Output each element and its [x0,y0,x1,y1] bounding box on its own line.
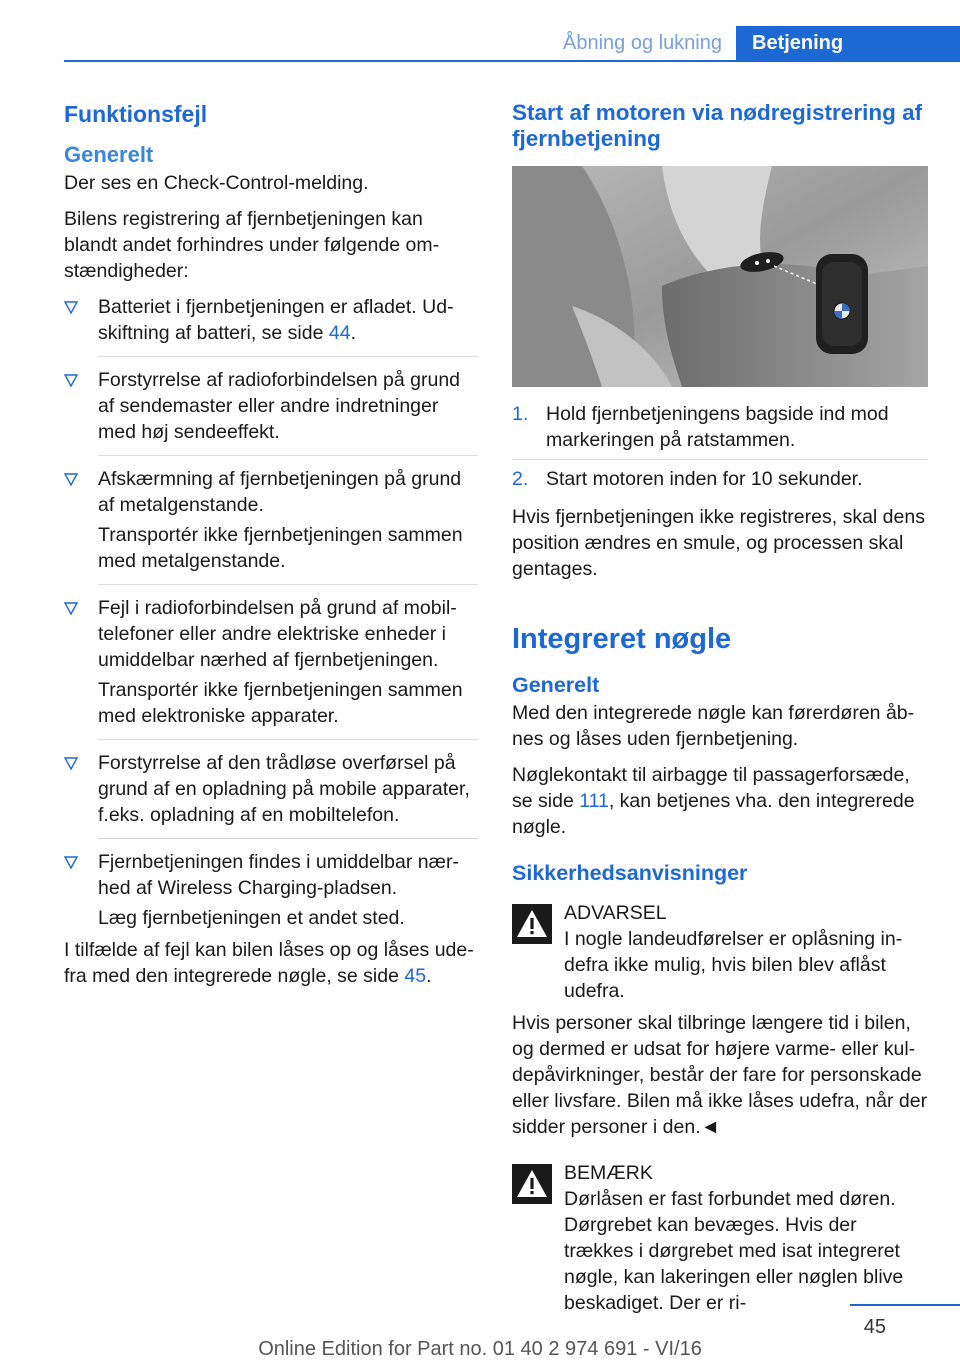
page-header [0,0,960,62]
caution-text: Dørlåsen er fast forbundet med døren. Dørgrebet kan bevæges. Hvis der trækkes i dørgrebet med isat integreret nøgle, kan lakeringen eller nøglen blive beskadiget. Der er ri- [564,1188,904,1314]
warning-text: Hvis personer skal tilbringe længere tid i bilen, og dermed er udsat for højere varme- eller kuldepåvirkninger, består der fare for personskade eller livsfare. Bilen må ikke låses udefra, når der sidder personer i den.◄ [512,1012,928,1138]
footer-rule [850,1304,960,1306]
step-text: Start motoren inden for 10 sekunder. [546,468,863,490]
list-item [64,595,478,740]
bullet-triangle-icon [64,597,78,619]
header-rule [64,60,960,62]
header-tab-chapter[interactable]: Åbning og lukning [562,32,722,54]
list-item-text: Forstyrrelse af radioforbindelsen på grund af sendemaster eller andre indretninger med høj sendeeffekt. [98,367,478,456]
list-item-text: Afskærmning af fjernbetjeningen på grund af metalgenstande. [98,468,462,516]
step-number: 2. [512,468,529,490]
list-item-text: Fejl i radioforbindelsen på grund af mobiltelefoner eller andre elektriske enheder i umiddelbar nærhed af fjernbetjeningen. [98,597,457,671]
section-title-malfunction: Funktionsfejl [64,101,208,127]
bullet-triangle-icon [64,851,78,873]
paragraph-not-registered: Hvis fjernbetjeningen ikke registreres, skal dens position ændres en smule, og processen skal gentages. [512,506,925,580]
list-item-text: Forstyrrelse af den trådløse overførsel på grund af en opladning på mobile apparater, f.eks. opladning af en mobiltelefon. [98,750,478,839]
page-link-111[interactable]: 111 [579,790,609,812]
header-tab-section[interactable]: Betjening [736,26,960,62]
subsection-title-general: Generelt [64,142,154,167]
paragraph-closing: I tilfælde af fejl kan bilen låses op og låses udefra med den integrerede nøgle, se side 45. [64,939,474,987]
list-item [64,367,478,456]
list-item [64,466,478,585]
bullet-triangle-icon [64,296,78,318]
list-item-note: Transportér ikke fjernbetjeningen sammen med metalgenstande. [98,522,478,585]
list-item-text: Fjernbetjeningen findes i umiddelbar nærhed af Wireless Charging-pladsen. [98,851,459,899]
step-text: Hold fjernbetjeningens bagside ind mod markeringen på ratstammen. [546,403,889,451]
warning-block [512,900,928,1004]
caution-label: BEMÆRK [564,1162,653,1184]
emergency-start-steps [512,401,928,498]
list-item-text: Batteriet i fjernbetjeningen er afladet. Udskiftning af batteri, se side [98,296,454,344]
subsection-title-general: Generelt [512,673,600,697]
bullet-triangle-icon [64,752,78,774]
page-footer [0,1300,960,1362]
paragraph-airbag-switch: Nøglekontakt til airbagge til passagerforsæde, se side 111, kan betjenes vha. den integrerede nøgle. [512,764,915,838]
right-column [512,100,928,1316]
warning-label: ADVARSEL [564,902,667,924]
subsection-title-safety: Sikkerhedsanvisninger [512,861,748,885]
list-item: Batteriet i fjernbetjeningen er afladet. Udskiftning af batteri, se side 44. [64,294,478,357]
left-column [64,100,478,999]
steering-column-key-photo [512,166,928,387]
warning-triangle-icon [512,1164,552,1204]
bullet-triangle-icon [64,369,78,391]
list-item [64,849,478,933]
bullet-triangle-icon [64,468,78,490]
step-number: 1. [512,403,529,425]
list-item [512,401,928,460]
caution-block [512,1160,928,1316]
page-link-44[interactable]: 44 [328,322,351,344]
list-item-note: Læg fjernbetjeningen et andet sted. [98,907,405,929]
edition-info: Online Edition for Part no. 01 40 2 974 691 - VI/16 [258,1338,702,1360]
malfunction-list [64,294,478,933]
warning-text-intro: I nogle landeudførelser er oplåsning indefra ikke mulig, hvis bilen blev aflåst udefra. [564,928,903,1002]
page-link-45[interactable]: 45 [404,965,427,987]
list-item [64,750,478,839]
list-item [512,466,928,498]
paragraph-circumstances: Bilens registrering af fjernbetjeningen kan blandt andet forhindres under følgende omstændigheder: [64,208,440,282]
section-title-emergency-start: Start af motoren via nødregistrering af fjernbetjening [512,100,923,151]
warning-triangle-icon [512,904,552,944]
section-title-integrated-key: Integreret nøgle [512,623,732,655]
paragraph-integrated-key: Med den integrerede nøgle kan førerdøren åbnes og låses uden fjernbetjening. [512,702,915,750]
paragraph-check-control: Der ses en Check-Control-melding. [64,172,369,194]
list-item-note: Transportér ikke fjernbetjeningen sammen med elektroniske apparater. [98,677,478,740]
page-number: 45 [863,1316,886,1338]
